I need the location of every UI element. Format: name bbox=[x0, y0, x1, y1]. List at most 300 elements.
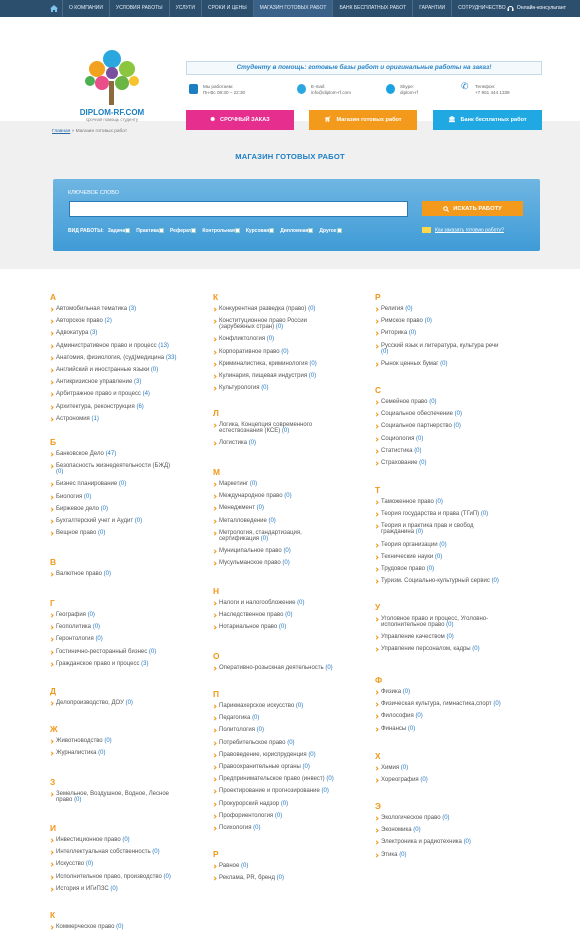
email-value[interactable]: info@diplom-rf.com bbox=[311, 90, 351, 95]
category-link[interactable] bbox=[219, 518, 276, 524]
checkbox[interactable] bbox=[235, 228, 240, 233]
category-name: Кулинария, пищевая индустрия bbox=[219, 373, 308, 379]
letter-heading: Ж bbox=[50, 724, 58, 734]
category-count: (0) bbox=[408, 330, 417, 337]
category-name: Финансы bbox=[381, 725, 407, 732]
letter-heading: Т bbox=[375, 485, 381, 495]
category-name: Профориентология bbox=[219, 812, 274, 819]
work-type-option[interactable] bbox=[202, 228, 242, 234]
category-name: Теория организации bbox=[381, 541, 438, 548]
category-link[interactable] bbox=[381, 499, 443, 505]
work-type-option[interactable] bbox=[136, 228, 166, 234]
category-count: (0) bbox=[98, 750, 106, 757]
category-count: (0) bbox=[241, 863, 249, 869]
category-link[interactable] bbox=[56, 874, 171, 880]
category-link[interactable] bbox=[56, 367, 158, 373]
category-count: (0) bbox=[276, 875, 285, 882]
urgent-order-label: СРОЧНЫЙ ЗАКАЗ bbox=[220, 117, 270, 123]
headset-icon bbox=[507, 5, 514, 12]
category-name: Религия bbox=[381, 306, 404, 312]
category-link[interactable] bbox=[56, 518, 142, 524]
category-link[interactable] bbox=[56, 463, 174, 475]
category-link[interactable] bbox=[219, 863, 248, 869]
email-label: E-mail: bbox=[311, 84, 326, 89]
category-link[interactable] bbox=[56, 506, 108, 512]
category-link[interactable] bbox=[56, 861, 93, 867]
category-count: (0) bbox=[326, 776, 334, 783]
category-link[interactable] bbox=[381, 815, 450, 821]
category-count: (0) bbox=[439, 541, 447, 548]
category-link[interactable] bbox=[219, 318, 337, 330]
category-link[interactable] bbox=[56, 649, 156, 655]
category-name: Искусство bbox=[56, 861, 85, 868]
phone-label: Телефон: bbox=[475, 84, 496, 89]
category-name: Уголовное право и процесс, Уголовно-исполнительное право bbox=[381, 616, 489, 628]
category-name: Земельное, Воздушное, Водное, Лесное право bbox=[56, 791, 169, 803]
category-name: Конкурентная разведка (право) bbox=[219, 306, 307, 312]
category-link[interactable] bbox=[56, 379, 141, 385]
urgent-order-button[interactable] bbox=[186, 110, 294, 130]
category-link[interactable] bbox=[219, 788, 329, 794]
free-bank-button[interactable] bbox=[433, 110, 542, 130]
category-name: Биология bbox=[56, 493, 83, 500]
search-button[interactable] bbox=[422, 201, 523, 216]
category-count: (0) bbox=[134, 518, 143, 524]
category-count: (0) bbox=[308, 373, 317, 379]
category-count: (0) bbox=[308, 306, 316, 312]
category-link[interactable] bbox=[381, 827, 421, 833]
category-link[interactable] bbox=[381, 460, 427, 466]
checkbox[interactable] bbox=[191, 228, 196, 233]
category-link[interactable] bbox=[381, 399, 437, 405]
category-count: (0) bbox=[83, 493, 92, 500]
bank-icon: 🏛︎ bbox=[448, 117, 456, 123]
category-link[interactable] bbox=[56, 886, 118, 892]
work-type-option-label: Задача bbox=[107, 228, 126, 234]
category-name: Социальное партнерство bbox=[381, 423, 452, 430]
category-link[interactable] bbox=[219, 801, 288, 807]
category-link[interactable] bbox=[56, 318, 112, 324]
brand-tagline: срочная помощь студенту bbox=[86, 117, 138, 122]
letter-heading: В bbox=[50, 557, 57, 567]
category-count: (3) bbox=[133, 379, 142, 386]
category-link[interactable] bbox=[56, 481, 126, 487]
category-link[interactable] bbox=[381, 646, 480, 652]
category-name: Философия bbox=[381, 713, 414, 720]
breadcrumb-home[interactable]: Главная bbox=[52, 129, 71, 134]
category-link[interactable] bbox=[219, 422, 337, 434]
category-link[interactable] bbox=[219, 727, 264, 733]
site-logo[interactable] bbox=[72, 45, 152, 135]
hours-label: Мы работаем: bbox=[203, 84, 234, 89]
nav-item[interactable]: О КОМПАНИИ bbox=[62, 0, 109, 17]
category-link[interactable] bbox=[219, 825, 261, 831]
category-link[interactable] bbox=[381, 523, 499, 535]
category-count: (4) bbox=[142, 391, 150, 398]
category-link[interactable] bbox=[56, 530, 105, 536]
online-consultant-label: Онлайн-консультант bbox=[516, 5, 566, 11]
letter-heading: Ф bbox=[375, 675, 383, 685]
category-link[interactable] bbox=[381, 411, 462, 417]
category-name: Безопасность жизнедеятельности (БЖД) bbox=[56, 463, 171, 470]
category-link[interactable] bbox=[381, 436, 423, 442]
category-count: (0) bbox=[163, 873, 171, 880]
category-count: (3) bbox=[128, 306, 137, 312]
category-link[interactable] bbox=[381, 361, 447, 367]
calendar-icon bbox=[189, 84, 198, 94]
category-name: Психология bbox=[219, 825, 252, 831]
category-link[interactable] bbox=[219, 349, 289, 355]
category-count: (0) bbox=[268, 517, 276, 524]
category-name: Трудовое право bbox=[381, 566, 426, 572]
category-count: (0) bbox=[453, 423, 461, 430]
letter-heading: Р bbox=[213, 849, 219, 859]
category-link[interactable] bbox=[381, 542, 447, 548]
category-name: Электроника и радиотехника bbox=[381, 839, 462, 846]
category-name: Инвестиционное право bbox=[56, 837, 121, 843]
category-name: Исполнительное право, производство bbox=[56, 873, 162, 880]
category-count: (0) bbox=[426, 566, 435, 572]
category-name: Проектирование и прогнозирование bbox=[219, 788, 320, 795]
category-name: Экологическое право bbox=[381, 815, 441, 821]
category-name: Русский язык и литература, культура речи bbox=[381, 342, 499, 349]
letter-heading: Н bbox=[213, 586, 220, 596]
category-count: (0) bbox=[295, 703, 304, 709]
category-link[interactable] bbox=[56, 571, 111, 577]
work-type-option-label: Дипломная bbox=[280, 228, 309, 234]
category-name: Валютное право bbox=[56, 571, 102, 577]
category-count: (0) bbox=[429, 399, 437, 405]
category-count: (0) bbox=[381, 348, 389, 355]
nav-item[interactable]: БАНК БЕСПЛАТНЫХ РАБОТ bbox=[332, 0, 412, 17]
work-type-option[interactable] bbox=[319, 228, 343, 234]
category-name: Физическая культура, гимнастика,спорт bbox=[381, 701, 492, 708]
category-link[interactable] bbox=[56, 837, 130, 843]
category-count: (3) bbox=[141, 660, 149, 667]
category-name: Криминалистика, криминология bbox=[219, 360, 308, 367]
checkbox[interactable] bbox=[269, 228, 274, 233]
category-link[interactable] bbox=[381, 634, 454, 640]
category-name: Логистика bbox=[219, 440, 248, 447]
category-count: (0) bbox=[415, 529, 424, 536]
category-link[interactable] bbox=[219, 703, 303, 709]
category-link[interactable] bbox=[219, 560, 290, 566]
category-link[interactable] bbox=[219, 740, 295, 746]
category-name: Вещное право bbox=[56, 530, 97, 537]
category-name: Гостинично-ресторанный бизнес bbox=[56, 648, 148, 655]
brand-name: DIPLOM-RF.COM bbox=[79, 108, 145, 117]
category-link[interactable] bbox=[381, 852, 407, 858]
category-link[interactable] bbox=[56, 404, 144, 410]
category-name: Статистика bbox=[381, 447, 413, 454]
work-type-option-label: Курсовая bbox=[245, 228, 270, 234]
work-type-option[interactable] bbox=[108, 228, 132, 234]
category-name: Метрология, стандартизация, сертификация bbox=[219, 529, 302, 542]
category-link[interactable] bbox=[56, 750, 105, 756]
category-count: (0) bbox=[248, 440, 257, 447]
category-name: Антикризисное управление bbox=[56, 379, 133, 386]
category-name: Мусульманское право bbox=[219, 560, 281, 567]
category-link[interactable] bbox=[381, 423, 461, 429]
category-link[interactable] bbox=[56, 355, 176, 361]
hours-value: Пн-Вс 08:30 – 22:30 bbox=[203, 90, 246, 95]
category-name: Интеллектуальная собственность bbox=[56, 849, 151, 856]
category-link[interactable] bbox=[219, 875, 284, 881]
how-to-order-link[interactable] bbox=[422, 227, 504, 233]
work-type-option-label: Реферат bbox=[169, 228, 192, 234]
category-link[interactable] bbox=[219, 600, 304, 606]
letter-heading: П bbox=[213, 689, 220, 699]
category-link[interactable] bbox=[56, 451, 116, 457]
category-name: Делопроизводство, ДОУ bbox=[56, 700, 124, 706]
shop-button[interactable] bbox=[309, 110, 417, 130]
lightning-icon: ✺ bbox=[210, 117, 216, 123]
category-name: Банковское Дело bbox=[56, 451, 104, 457]
category-link[interactable] bbox=[56, 416, 99, 422]
category-link[interactable] bbox=[219, 440, 256, 446]
work-type-option[interactable] bbox=[170, 228, 198, 234]
category-link[interactable] bbox=[219, 624, 286, 630]
category-count: (0) bbox=[92, 624, 101, 631]
category-count: (2) bbox=[104, 318, 112, 325]
category-link[interactable] bbox=[381, 701, 501, 707]
category-name: Теория государства и права (ТГиП) bbox=[381, 511, 480, 518]
category-count: (0) bbox=[285, 612, 293, 619]
category-link[interactable] bbox=[56, 494, 91, 500]
category-link[interactable] bbox=[219, 481, 257, 487]
nav-item[interactable]: МАГАЗИН ГОТОВЫХ РАБОТ bbox=[253, 0, 333, 17]
category-name: Этика bbox=[381, 851, 398, 858]
category-link[interactable] bbox=[56, 391, 150, 397]
category-count: (0) bbox=[402, 689, 411, 695]
category-link[interactable] bbox=[56, 330, 97, 336]
page-title: МАГАЗИН ГОТОВЫХ РАБОТ bbox=[235, 152, 345, 161]
category-count: (0) bbox=[442, 815, 450, 821]
category-link[interactable] bbox=[381, 318, 432, 324]
category-count: (1) bbox=[91, 415, 99, 422]
category-name: Политология bbox=[219, 727, 255, 734]
category-name: Конфликтология bbox=[219, 336, 266, 343]
category-name: География bbox=[56, 612, 86, 618]
work-type-filter bbox=[68, 228, 344, 234]
category-name: Культурология bbox=[219, 385, 260, 392]
category-name: Международное право bbox=[219, 493, 283, 500]
category-link[interactable] bbox=[381, 713, 423, 719]
category-link[interactable] bbox=[219, 548, 291, 554]
category-link[interactable] bbox=[56, 738, 112, 744]
category-count: (0) bbox=[85, 861, 94, 868]
category-count: (0) bbox=[446, 622, 454, 628]
category-link[interactable] bbox=[56, 612, 95, 618]
breadcrumb bbox=[52, 129, 127, 134]
category-count: (0) bbox=[440, 360, 448, 367]
category-link[interactable] bbox=[56, 924, 124, 930]
category-link[interactable] bbox=[219, 752, 316, 758]
category-link[interactable] bbox=[381, 330, 416, 336]
search-button-label: ИСКАТЬ РАБОТУ bbox=[453, 205, 502, 212]
tree-logo-icon bbox=[72, 45, 152, 107]
online-consultant-link[interactable] bbox=[507, 0, 566, 17]
category-count: (0) bbox=[414, 447, 422, 454]
work-type-option-label: Практика bbox=[136, 228, 159, 234]
category-name: Семейное право bbox=[381, 399, 428, 405]
category-name: Административное право и процесс bbox=[56, 342, 157, 349]
category-name: Предпринимательское право (инвест) bbox=[219, 776, 325, 783]
category-count: (3) bbox=[90, 330, 98, 337]
checkbox[interactable] bbox=[159, 228, 164, 233]
work-type-option[interactable] bbox=[280, 228, 315, 234]
home-icon[interactable] bbox=[50, 5, 58, 12]
nav-item[interactable]: СРОКИ И ЦЕНЫ bbox=[201, 0, 253, 17]
category-link[interactable] bbox=[219, 612, 292, 618]
keyword-input[interactable] bbox=[69, 201, 408, 217]
free-bank-label: Банк бесплатных работ bbox=[460, 117, 527, 123]
category-name: Управление персоналом, кадры bbox=[381, 646, 471, 653]
category-link[interactable] bbox=[219, 776, 334, 782]
category-count: (0) bbox=[249, 481, 258, 487]
category-link[interactable] bbox=[219, 373, 316, 379]
category-link[interactable] bbox=[56, 849, 160, 855]
letter-heading: З bbox=[50, 777, 56, 787]
category-count: (0) bbox=[472, 646, 480, 653]
category-name: Геополитика bbox=[56, 624, 92, 631]
category-link[interactable] bbox=[219, 306, 315, 312]
category-link[interactable] bbox=[219, 530, 337, 542]
email-icon bbox=[297, 84, 306, 94]
category-link[interactable] bbox=[56, 343, 169, 349]
category-name: Рынок ценных бумаг bbox=[381, 360, 439, 367]
category-name: Корпоративное право bbox=[219, 348, 280, 355]
category-link[interactable] bbox=[381, 616, 499, 628]
category-count: (0) bbox=[321, 788, 329, 795]
category-name: Физика bbox=[381, 689, 402, 695]
email-contact[interactable] bbox=[311, 84, 351, 96]
breadcrumb-current: Магазин готовых работ bbox=[75, 129, 128, 134]
category-link[interactable] bbox=[381, 566, 434, 572]
category-count: (0) bbox=[261, 385, 269, 392]
nav-menu bbox=[62, 0, 512, 17]
nav-item[interactable]: СОТРУДНИЧЕСТВО bbox=[451, 0, 511, 17]
category-link[interactable] bbox=[219, 385, 269, 391]
category-link[interactable] bbox=[381, 689, 410, 695]
category-link[interactable] bbox=[381, 839, 471, 845]
category-count: (0) bbox=[297, 600, 305, 606]
category-link[interactable] bbox=[381, 554, 442, 560]
checkbox[interactable] bbox=[125, 228, 130, 233]
category-count: (0) bbox=[407, 725, 416, 732]
category-link[interactable] bbox=[56, 791, 174, 803]
letter-heading: Л bbox=[213, 408, 219, 418]
category-count: (0) bbox=[454, 411, 462, 418]
category-name: Реклама, PR, бренд bbox=[219, 875, 275, 882]
category-count: (0) bbox=[110, 885, 118, 892]
nav-item[interactable]: УСЛОВИЯ РАБОТЫ bbox=[109, 0, 169, 17]
cart-icon: 🛒︎ bbox=[324, 117, 332, 123]
category-link[interactable] bbox=[56, 636, 103, 642]
category-name: Риторика bbox=[381, 330, 408, 337]
category-count: (0) bbox=[281, 348, 289, 355]
category-name: Журналистика bbox=[56, 750, 97, 757]
search-panel bbox=[53, 179, 540, 251]
category-link[interactable] bbox=[381, 511, 488, 517]
category-name: Геронтология bbox=[56, 636, 94, 643]
category-count: (0) bbox=[287, 739, 295, 746]
category-link[interactable] bbox=[219, 715, 259, 721]
category-count: (0) bbox=[275, 324, 284, 331]
category-count: (0) bbox=[491, 578, 499, 585]
category-count: (0) bbox=[399, 851, 407, 858]
letter-heading: С bbox=[375, 385, 382, 395]
category-link[interactable] bbox=[381, 777, 428, 783]
category-link[interactable] bbox=[56, 624, 100, 630]
category-link[interactable] bbox=[381, 306, 413, 312]
shop-label: Магазин готовых работ bbox=[336, 117, 402, 123]
category-name: Оперативно-розыскная деятельность bbox=[219, 665, 324, 671]
category-count: (0) bbox=[420, 777, 428, 784]
category-link[interactable] bbox=[381, 578, 499, 584]
checkbox[interactable] bbox=[308, 228, 313, 233]
category-name: Астрономия bbox=[56, 415, 90, 422]
category-count: (0) bbox=[424, 318, 432, 325]
skype-value[interactable]: diplom-rf bbox=[400, 90, 418, 95]
category-link[interactable] bbox=[381, 448, 422, 454]
keyword-label: КЛЮЧЕВОЕ СЛОВО bbox=[68, 190, 119, 196]
category-name: Прокурорский надзор bbox=[219, 800, 280, 807]
category-count: (0) bbox=[405, 306, 413, 312]
category-link[interactable] bbox=[219, 493, 292, 499]
nav-item[interactable]: УСЛУГИ bbox=[169, 0, 201, 17]
category-link[interactable] bbox=[56, 306, 136, 312]
category-name: Страхование bbox=[381, 460, 418, 466]
category-count: (0) bbox=[148, 648, 157, 655]
category-link[interactable] bbox=[56, 661, 149, 667]
category-count: (0) bbox=[122, 837, 130, 843]
note-icon bbox=[422, 227, 431, 233]
category-name: Потребительское право bbox=[219, 739, 286, 746]
category-link[interactable] bbox=[219, 665, 333, 671]
category-link[interactable] bbox=[219, 505, 264, 511]
category-link[interactable] bbox=[381, 726, 415, 732]
category-count: (0) bbox=[87, 612, 95, 618]
skype-icon bbox=[386, 84, 395, 94]
skype-contact[interactable] bbox=[400, 84, 418, 96]
category-count: (0) bbox=[125, 700, 133, 706]
top-nav bbox=[0, 0, 580, 17]
category-link[interactable] bbox=[219, 764, 310, 770]
category-count: (0) bbox=[95, 636, 103, 643]
category-count: (0) bbox=[281, 428, 290, 434]
letter-heading: К bbox=[213, 292, 219, 302]
category-name: Английский и иностранные языки bbox=[56, 367, 150, 373]
category-link[interactable] bbox=[381, 765, 408, 771]
category-count: (0) bbox=[278, 624, 287, 631]
category-link[interactable] bbox=[56, 700, 133, 706]
category-link[interactable] bbox=[219, 813, 282, 819]
checkbox[interactable] bbox=[337, 228, 342, 233]
category-link[interactable] bbox=[219, 336, 274, 342]
category-count: (0) bbox=[103, 571, 112, 577]
work-type-option[interactable] bbox=[246, 228, 276, 234]
work-type-option-label: Другое bbox=[319, 228, 337, 234]
category-link[interactable] bbox=[381, 343, 499, 355]
category-count: (0) bbox=[325, 665, 333, 671]
category-count: (0) bbox=[415, 713, 423, 720]
nav-item[interactable]: ГАРАНТИИ bbox=[412, 0, 451, 17]
category-count: (0) bbox=[100, 505, 108, 512]
letter-heading: М bbox=[213, 467, 220, 477]
category-name: Конституционное право России (зарубежных стран) bbox=[219, 318, 307, 331]
category-link[interactable] bbox=[219, 361, 317, 367]
